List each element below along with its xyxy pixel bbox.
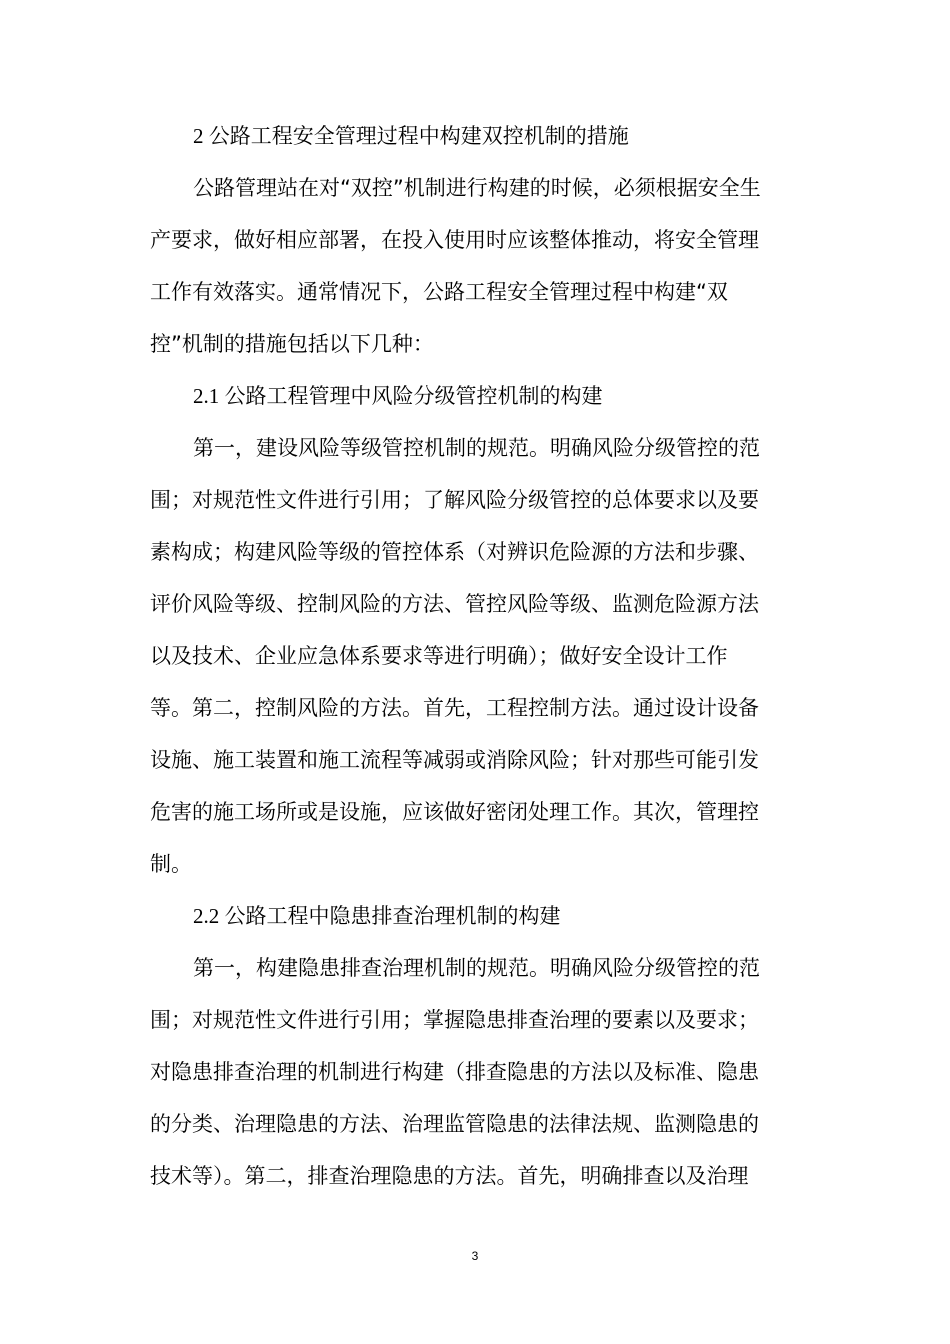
paragraph-line: 制。 bbox=[150, 852, 192, 876]
section-heading-2: 2 公路工程安全管理过程中构建双控机制的措施 bbox=[193, 124, 629, 148]
paragraph-line: 围；对规范性文件进行引用；掌握隐患排查治理的要素以及要求； bbox=[150, 1008, 759, 1032]
paragraph-line: 等。第二，控制风险的方法。首先，工程控制方法。通过设计设备 bbox=[150, 696, 759, 720]
paragraph-line: 工作有效落实。通常情况下，公路工程安全管理过程中构建“双 bbox=[150, 280, 728, 304]
paragraph-line: 控”机制的措施包括以下几种： bbox=[150, 332, 434, 356]
paragraph-line: 以及技术、企业应急体系要求等进行明确）；做好安全设计工作 bbox=[150, 644, 728, 668]
paragraph-line: 对隐患排查治理的机制进行构建（排查隐患的方法以及标准、隐患 bbox=[150, 1060, 759, 1084]
paragraph-line: 素构成；构建风险等级的管控体系（对辨识危险源的方法和步骤、 bbox=[150, 540, 759, 564]
paragraph-line: 第一，构建隐患排查治理机制的规范。明确风险分级管控的范 bbox=[193, 956, 760, 980]
section-heading-2-2: 2.2 公路工程中隐患排查治理机制的构建 bbox=[193, 904, 561, 928]
paragraph-line: 公路管理站在对“双控”机制进行构建的时候，必须根据安全生 bbox=[193, 176, 761, 200]
paragraph-line: 危害的施工场所或是设施，应该做好密闭处理工作。其次，管理控 bbox=[150, 800, 759, 824]
paragraph-line: 产要求，做好相应部署，在投入使用时应该整体推动，将安全管理 bbox=[150, 228, 759, 252]
paragraph-line: 设施、施工装置和施工流程等减弱或消除风险；针对那些可能引发 bbox=[150, 748, 759, 772]
paragraph-line: 技术等）。第二，排查治理隐患的方法。首先，明确排查以及治理 bbox=[150, 1164, 749, 1188]
page-number: 3 bbox=[471, 1249, 479, 1263]
section-heading-2-1: 2.1 公路工程管理中风险分级管控机制的构建 bbox=[193, 384, 603, 408]
paragraph-line: 的分类、治理隐患的方法、治理监管隐患的法律法规、监测隐患的 bbox=[150, 1112, 759, 1136]
paragraph-line: 围；对规范性文件进行引用；了解风险分级管控的总体要求以及要 bbox=[150, 488, 759, 512]
paragraph-line: 第一，建设风险等级管控机制的规范。明确风险分级管控的范 bbox=[193, 436, 760, 460]
paragraph-line: 评价风险等级、控制风险的方法、管控风险等级、监测危险源方法 bbox=[150, 592, 759, 616]
